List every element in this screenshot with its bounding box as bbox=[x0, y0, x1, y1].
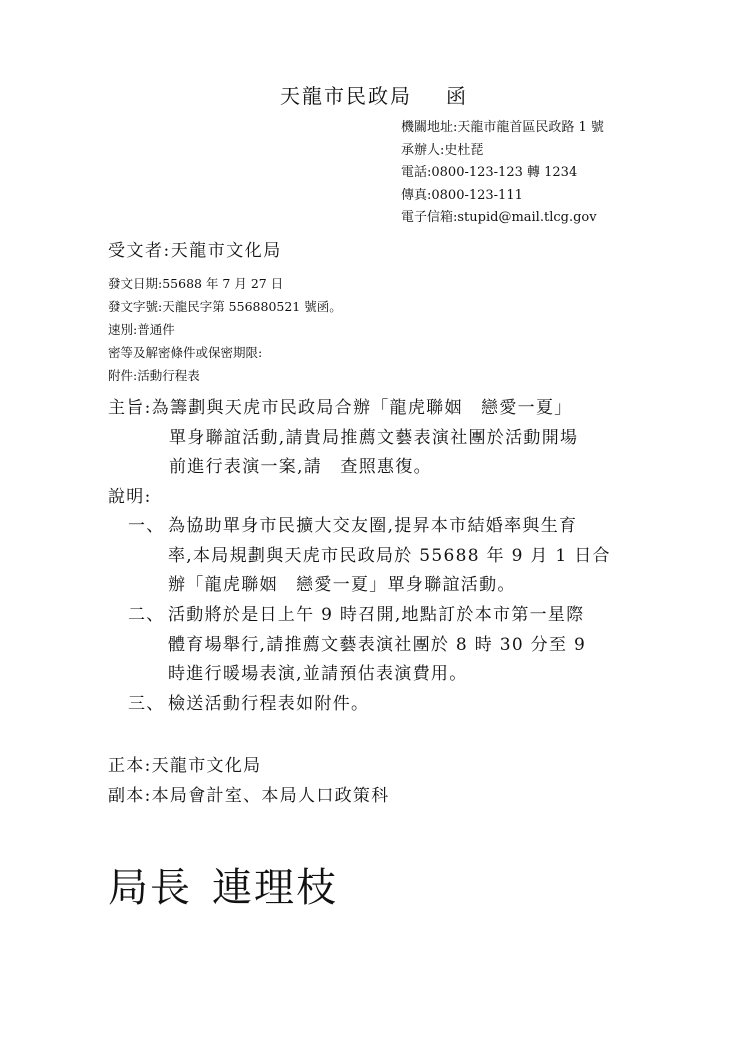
item-number: 二、 bbox=[128, 605, 165, 625]
document-type: 函 bbox=[446, 84, 468, 108]
document-meta bbox=[108, 272, 342, 387]
item-line: 活動將於是日上午 9 時召開,地點訂於本市第一星際 bbox=[168, 605, 585, 625]
urgency: 速別:普通件 bbox=[108, 322, 175, 337]
phone: 電話:0800-123-123 轉 1234 bbox=[401, 165, 578, 180]
explanation-label: 說明: bbox=[108, 487, 152, 507]
document-title bbox=[280, 80, 468, 109]
fax: 傳真:0800-123-111 bbox=[401, 187, 523, 203]
original-recipient: 正本:天龍市文化局 bbox=[108, 756, 262, 776]
recipient: 受文者:天龍市文化局 bbox=[108, 241, 282, 261]
item-line: 率,本局規劃與天虎市民政局於 55688 年 9 月 1 日合 bbox=[168, 545, 611, 566]
attachment: 附件:活動行程表 bbox=[108, 368, 200, 383]
item-line: 時進行暖場表演,並請預估表演費用。 bbox=[168, 664, 468, 684]
copy-recipients: 副本:本局會計室、本局人口政策科 bbox=[108, 785, 390, 806]
explanation-item bbox=[108, 512, 611, 601]
item-number: 一、 bbox=[128, 516, 165, 536]
agency-info bbox=[401, 117, 604, 230]
contact-person: 承辦人:史杜琵 bbox=[401, 142, 484, 158]
item-number: 三、 bbox=[128, 694, 165, 714]
signatory-name: 連理枝 bbox=[212, 865, 338, 911]
agency-address: 機關地址:天龍市龍首區民政路 1 號 bbox=[401, 120, 604, 135]
item-line: 檢送活動行程表如附件。 bbox=[168, 694, 370, 714]
item-line: 為協助單身市民擴大交友圈,提昇本市結婚率與生育 bbox=[168, 516, 578, 536]
email: 電子信箱:stupid@mail.tlcg.gov bbox=[401, 210, 597, 225]
subject-line: 前進行表演一案,請 查照惠復。 bbox=[169, 457, 432, 477]
explanation-item bbox=[108, 601, 586, 690]
document-number: 發文字號:天龍民字第 556880521 號函。 bbox=[108, 299, 342, 314]
explanation-item bbox=[108, 690, 369, 720]
issue-date: 發文日期:55688 年 7 月 27 日 bbox=[108, 276, 284, 291]
signatory-title: 局長 bbox=[108, 865, 192, 911]
item-line: 體育場舉行,請推薦文藝表演社團於 8 時 30 分至 9 bbox=[168, 634, 587, 655]
agency-name: 天龍市民政局 bbox=[280, 84, 412, 108]
subject-section bbox=[108, 394, 578, 483]
subject-line: 為籌劃與天虎市民政局合辦「龍虎聯姻 戀愛一夏」 bbox=[151, 398, 573, 418]
classification: 密等及解密條件或保密期限: bbox=[108, 345, 263, 360]
copies-section bbox=[108, 752, 390, 811]
signature bbox=[108, 856, 338, 913]
item-line: 辦「龍虎聯姻 戀愛一夏」單身聯誼活動。 bbox=[168, 575, 516, 595]
subject-label: 主旨: bbox=[108, 398, 152, 418]
subject-line: 單身聯誼活動,請貴局推薦文藝表演社團於活動開場 bbox=[169, 427, 579, 448]
